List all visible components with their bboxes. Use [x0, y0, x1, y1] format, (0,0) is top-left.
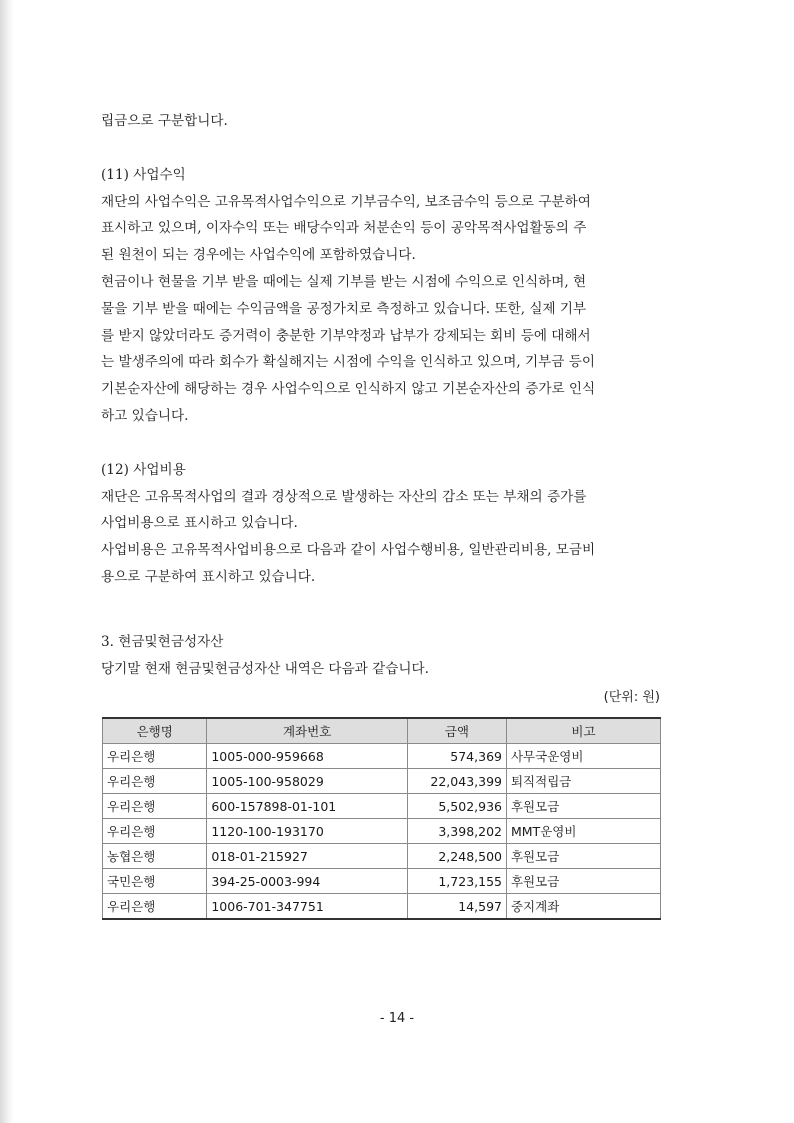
amount-cell: 1,723,155 [407, 869, 506, 894]
amount-cell: 14,597 [407, 894, 506, 920]
bank-cell: 우리은행 [103, 894, 207, 920]
account-cell: 1005-100-958029 [207, 769, 408, 794]
section-12-paragraph-1 [101, 484, 661, 538]
text-line: 기본순자산에 해당하는 경우 사업수익으로 인식하지 않고 기본순자산의 증가로 인식 [101, 381, 596, 398]
text-line: 현금이나 현물을 기부 받을 때에는 실제 기부를 받는 시점에 수익으로 인식하며, 현 [101, 273, 587, 290]
text-line: 용으로 구분하여 표시하고 있습니다. [101, 568, 316, 585]
table-row [103, 819, 661, 844]
text-line: 재단의 사업수익은 고유목적사업수익으로 기부금수익, 보조금수익 등으로 구분하여 [101, 193, 591, 210]
account-cell: 1005-000-959668 [207, 744, 408, 769]
page-binding-edge [0, 0, 14, 1123]
amount-cell: 574,369 [407, 744, 506, 769]
text-line: 재단은 고유목적사업의 결과 경상적으로 발생하는 자산의 감소 또는 부채의 증가를 [101, 488, 587, 505]
continuation-text: 립금으로 구분합니다. [101, 113, 228, 129]
bank-cell: 우리은행 [103, 819, 207, 844]
bank-cell: 우리은행 [103, 794, 207, 819]
text-line: 하고 있습니다. [101, 407, 189, 424]
section-3-intro: 당기말 현재 현금및현금성자산 내역은 다음과 같습니다. [101, 660, 429, 677]
account-cell: 1120-100-193170 [207, 819, 408, 844]
account-cell: 1006-701-347751 [207, 894, 408, 920]
text-line: 된 원천이 되는 경우에는 사업수익에 포함하였습니다. [101, 247, 416, 264]
bank-cell: 우리은행 [103, 769, 207, 794]
section-11-paragraph-1 [101, 189, 661, 269]
bank-cell: 국민은행 [103, 869, 207, 894]
table-row [103, 744, 661, 769]
amount-cell: 5,502,936 [407, 794, 506, 819]
section-3-title: 3. 현금및현금성자산 [101, 633, 224, 650]
table-row [103, 844, 661, 869]
table-row [103, 794, 661, 819]
document-body [101, 108, 661, 682]
text-line: 표시하고 있으며, 이자수익 또는 배당수익과 처분손익 등이 공악목적사업활동의 주 [101, 220, 587, 237]
header-account: 계좌번호 [207, 718, 408, 744]
text-line: 사업비용으로 표시하고 있습니다. [101, 515, 298, 532]
section-12-paragraph-2 [101, 537, 661, 591]
amount-cell: 22,043,399 [407, 769, 506, 794]
bank-cell: 농협은행 [103, 844, 207, 869]
table-header-row [103, 718, 661, 744]
note-cell: 중지계좌 [506, 894, 660, 920]
account-cell: 018-01-215927 [207, 844, 408, 869]
text-line: 는 발생주의에 따라 회수가 확실해지는 시점에 수익을 인식하고 있으며, 기부금 등이 [101, 354, 596, 371]
amount-cell: 2,248,500 [407, 844, 506, 869]
table-row [103, 894, 661, 920]
table-row [103, 869, 661, 894]
note-cell: 후원모금 [506, 794, 660, 819]
note-cell: 후원모금 [506, 869, 660, 894]
header-note: 비고 [506, 718, 660, 744]
table-row [103, 769, 661, 794]
text-line: 물을 기부 받을 때에는 수익금액을 공정가치로 측정하고 있습니다. 또한, 실제 기부 [101, 300, 587, 317]
section-12-title: (12) 사업비용 [101, 461, 186, 478]
page-number: - 14 - [379, 1011, 415, 1026]
note-cell: MMT운영비 [506, 819, 660, 844]
note-cell: 퇴직적립금 [506, 769, 660, 794]
text-line: 를 받지 않았더라도 증거력이 충분한 기부약정과 납부가 강제되는 회비 등에 대해서 [101, 327, 591, 344]
unit-label: (단위: 원) [603, 690, 660, 705]
section-11-paragraph-2 [101, 269, 661, 430]
amount-cell: 3,398,202 [407, 819, 506, 844]
note-cell: 사무국운영비 [506, 744, 660, 769]
text-line: 사업비용은 고유목적사업비용으로 다음과 같이 사업수행비용, 일반관리비용, 모금비 [101, 542, 596, 559]
account-cell: 600-157898-01-101 [207, 794, 408, 819]
section-11-title: (11) 사업수익 [101, 166, 186, 183]
account-cell: 394-25-0003-994 [207, 869, 408, 894]
header-bank: 은행명 [103, 718, 207, 744]
cash-accounts-table [102, 717, 661, 920]
header-amount: 금액 [407, 718, 506, 744]
note-cell: 후원모금 [506, 844, 660, 869]
bank-cell: 우리은행 [103, 744, 207, 769]
